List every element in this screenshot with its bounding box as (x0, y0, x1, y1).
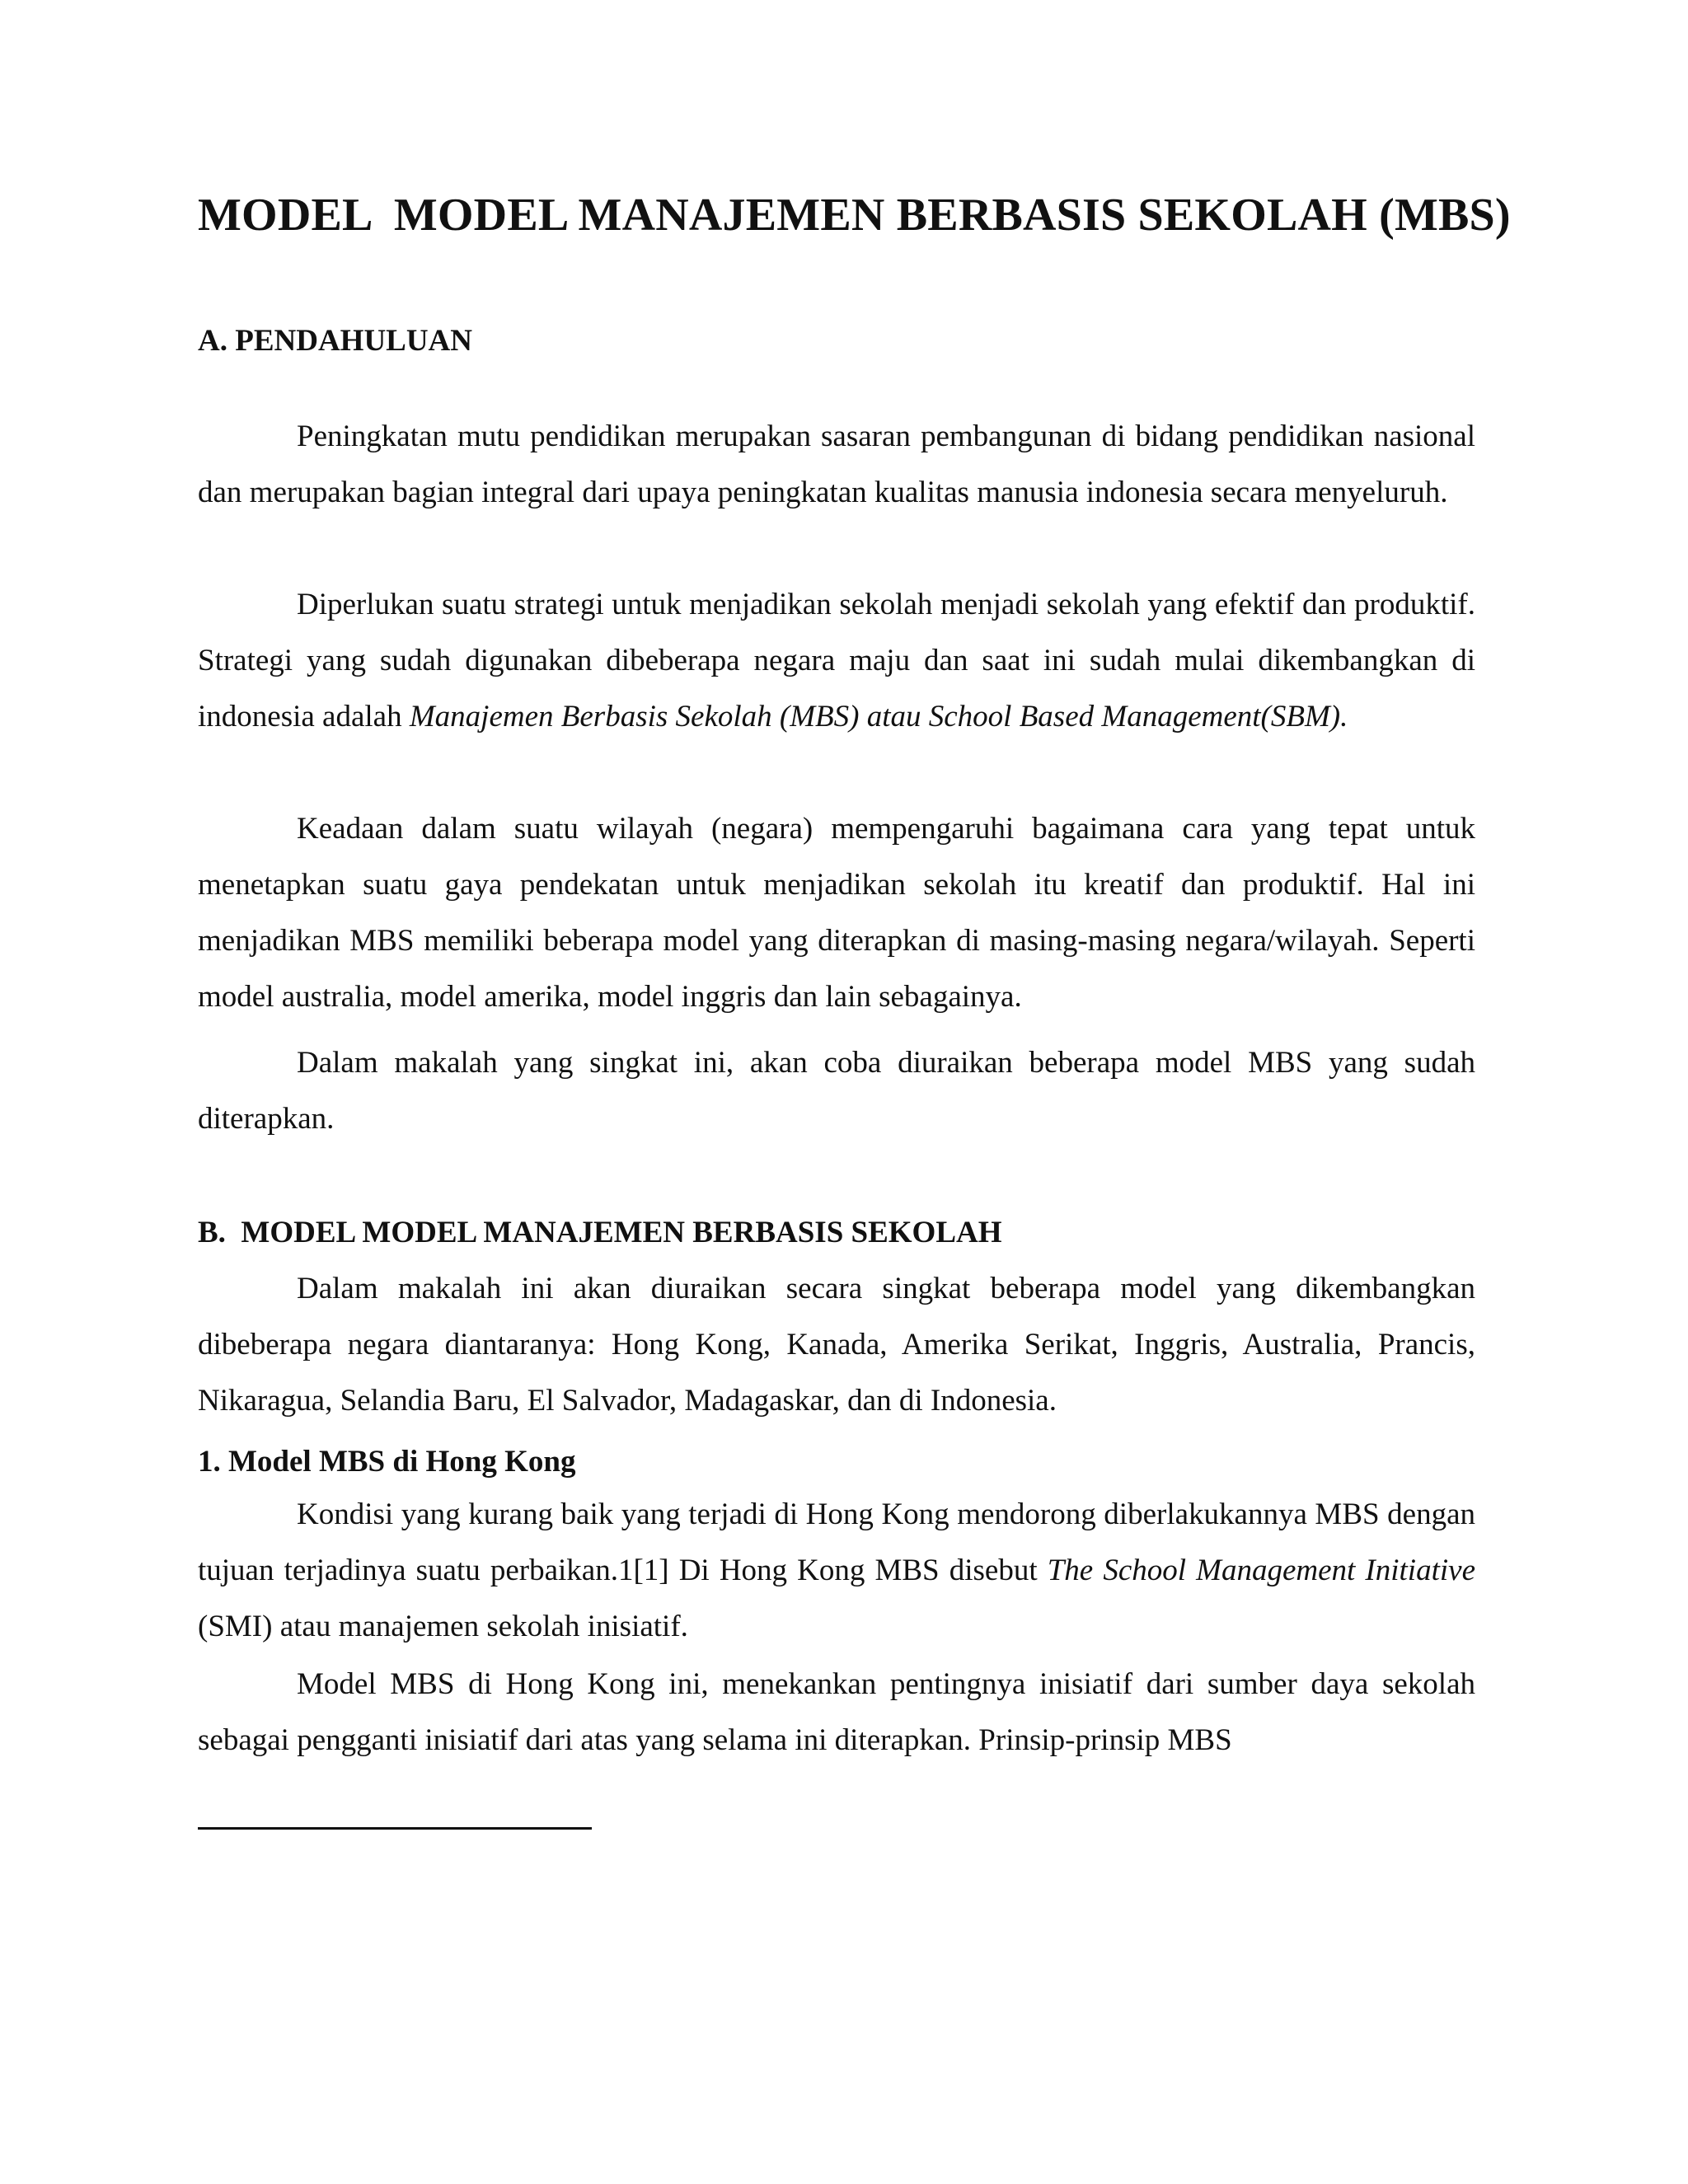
italic-term: Manajemen Berbasis Sekolah (MBS) atau School Based Management(SBM). (409, 700, 1348, 733)
paragraph-text: Diperlukan suatu strategi untuk menjadikan sekolah menjadi sekolah yang efektif dan produktif. Strategi yang sudah digunakan dibeberapa negara maju dan saat ini sudah mulai dikembangkan di indonesia adalah (198, 588, 1475, 733)
italic-term: The School Management Initiative (1047, 1554, 1475, 1587)
section-a-heading: A. PENDAHULUAN (198, 324, 472, 358)
section-a-paragraph-4: Dalam makalah yang singkat ini, akan coba diuraikan beberapa model MBS yang sudah diterapkan. (198, 1046, 1475, 1136)
section-a-paragraph-3: Keadaan dalam suatu wilayah (negara) mempengaruhi bagaimana cara yang tepat untuk menetapkan suatu gaya pendekatan untuk menjadikan sekolah itu kreatif dan produktif. Hal ini menjadikan MBS memiliki beberapa model yang diterapkan di masing-masing negara/wilayah. Seperti model australia, model amerika, model inggris dan lain sebagainya. (198, 812, 1475, 1014)
paragraph-tail: (SMI) atau manajemen sekolah inisiatif. (198, 1610, 688, 1643)
footnote-separator (198, 1827, 592, 1830)
subsection-1-paragraph-2: Model MBS di Hong Kong ini, menekankan pentingnya inisiatif dari sumber daya sekolah sebagai pengganti inisiatif dari atas yang selama ini diterapkan. Prinsip-prinsip MBS (198, 1667, 1475, 1757)
paragraph-text: Kondisi yang kurang baik yang terjadi di Hong Kong mendorong diberlakukannya MBS dengan tujuan terjadinya suatu perbaikan.1[1] Di Hong Kong MBS disebut (198, 1497, 1475, 1587)
section-b-heading: B. MODEL MODEL MANAJEMEN BERBASIS SEKOLAH (198, 1216, 1002, 1249)
subsection-1-paragraph-1 (198, 1487, 1475, 1655)
section-a-paragraph-1: Peningkatan mutu pendidikan merupakan sasaran pembangunan di bidang pendidikan nasional dan merupakan bagian integral dari upaya peningkatan kualitas manusia indonesia secara menyeluruh. (198, 419, 1475, 509)
section-a-paragraph-2 (198, 577, 1475, 745)
subsection-1-heading: 1. Model MBS di Hong Kong (198, 1445, 576, 1479)
section-b-paragraph-1: Dalam makalah ini akan diuraikan secara singkat beberapa model yang dikembangkan dibeberapa negara diantaranya: Hong Kong, Kanada, Amerika Serikat, Inggris, Australia, Prancis, Nikaragua, Selandia Baru, El Salvador, Madagaskar, dan di Indonesia. (198, 1272, 1475, 1418)
document-title: MODEL MODEL MANAJEMEN BERBASIS SEKOLAH (MBS) (198, 190, 1511, 241)
